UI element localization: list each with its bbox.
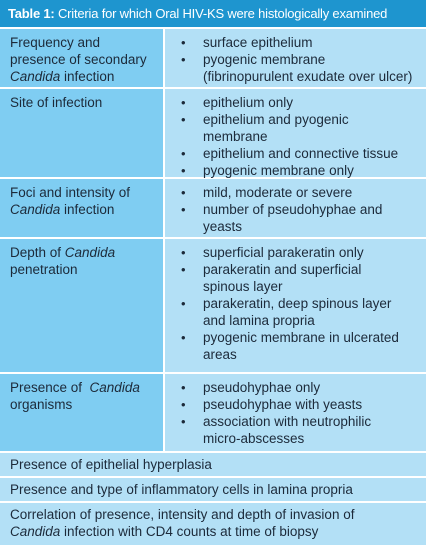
detail-cell [165, 374, 426, 451]
criterion-cell [0, 179, 165, 237]
list-item: • association with neutrophilic micro-abscesses [175, 413, 420, 447]
list-item: • epithelium and connective tissue [175, 145, 420, 162]
detail-list [175, 184, 420, 235]
detail-list [175, 379, 420, 447]
criterion-line: penetration [10, 262, 78, 277]
list-item: • pyogenic membrane in ulcerated areas [175, 329, 420, 363]
criterion-cell [0, 374, 165, 451]
criterion-line: Frequency and [10, 35, 101, 50]
criterion-line: organisms [10, 397, 73, 412]
caption-label: Table 1: [8, 6, 55, 21]
criterion-cell [0, 89, 165, 177]
criterion-line: Site of infection [10, 95, 103, 110]
list-item: • parakeratin, deep spinous layer and lamina propria [175, 295, 420, 329]
table-row [0, 29, 426, 87]
list-item: • pseudohyphae only [175, 379, 420, 396]
full-width-cell: Presence of epithelial hyperplasia [0, 453, 426, 476]
list-item: • surface epithelium [175, 34, 420, 51]
list-item: • pyogenic membrane (fibrinopurulent exudate over ulcer) [175, 51, 420, 85]
full-width-cell: Correlation of presence, intensity and depth of invasion of Candida infection with CD4 counts at time of biopsy [0, 503, 426, 545]
detail-list [175, 244, 420, 363]
table-row [0, 179, 426, 237]
list-item: • epithelium and pyogenic membrane [175, 111, 420, 145]
table-row [0, 478, 426, 501]
criterion-line: Foci and intensity of [10, 185, 131, 200]
detail-list [175, 94, 420, 179]
list-item: • number of pseudohyphae and yeasts [175, 201, 420, 235]
criterion-line: Presence of Candida [10, 380, 140, 395]
table-caption [0, 0, 426, 27]
detail-cell [165, 179, 426, 237]
criterion-cell [0, 239, 165, 372]
detail-cell [165, 239, 426, 372]
criterion-line: presence of secondary [10, 52, 147, 67]
table-row [0, 89, 426, 177]
list-item: • parakeratin and superficial spinous layer [175, 261, 420, 295]
detail-list [175, 34, 420, 85]
detail-cell [165, 89, 426, 177]
criterion-line: Candida infection [10, 202, 115, 217]
list-item: • mild, moderate or severe [175, 184, 420, 201]
criterion-line: Depth of Candida [10, 245, 116, 260]
list-item: • epithelium only [175, 94, 420, 111]
list-item: • pseudohyphae with yeasts [175, 396, 420, 413]
list-item: • pyogenic membrane only [175, 162, 420, 179]
criterion-cell [0, 29, 165, 87]
table-row [0, 239, 426, 372]
table-row [0, 453, 426, 476]
caption-text: Criteria for which Oral HIV-KS were histologically examined [57, 6, 388, 21]
detail-cell [165, 29, 426, 87]
table-row [0, 374, 426, 451]
list-item: • superficial parakeratin only [175, 244, 420, 261]
full-width-cell: Presence and type of inflammatory cells in lamina propria [0, 478, 426, 501]
criterion-line: Candida infection [10, 69, 115, 84]
table-row [0, 503, 426, 545]
